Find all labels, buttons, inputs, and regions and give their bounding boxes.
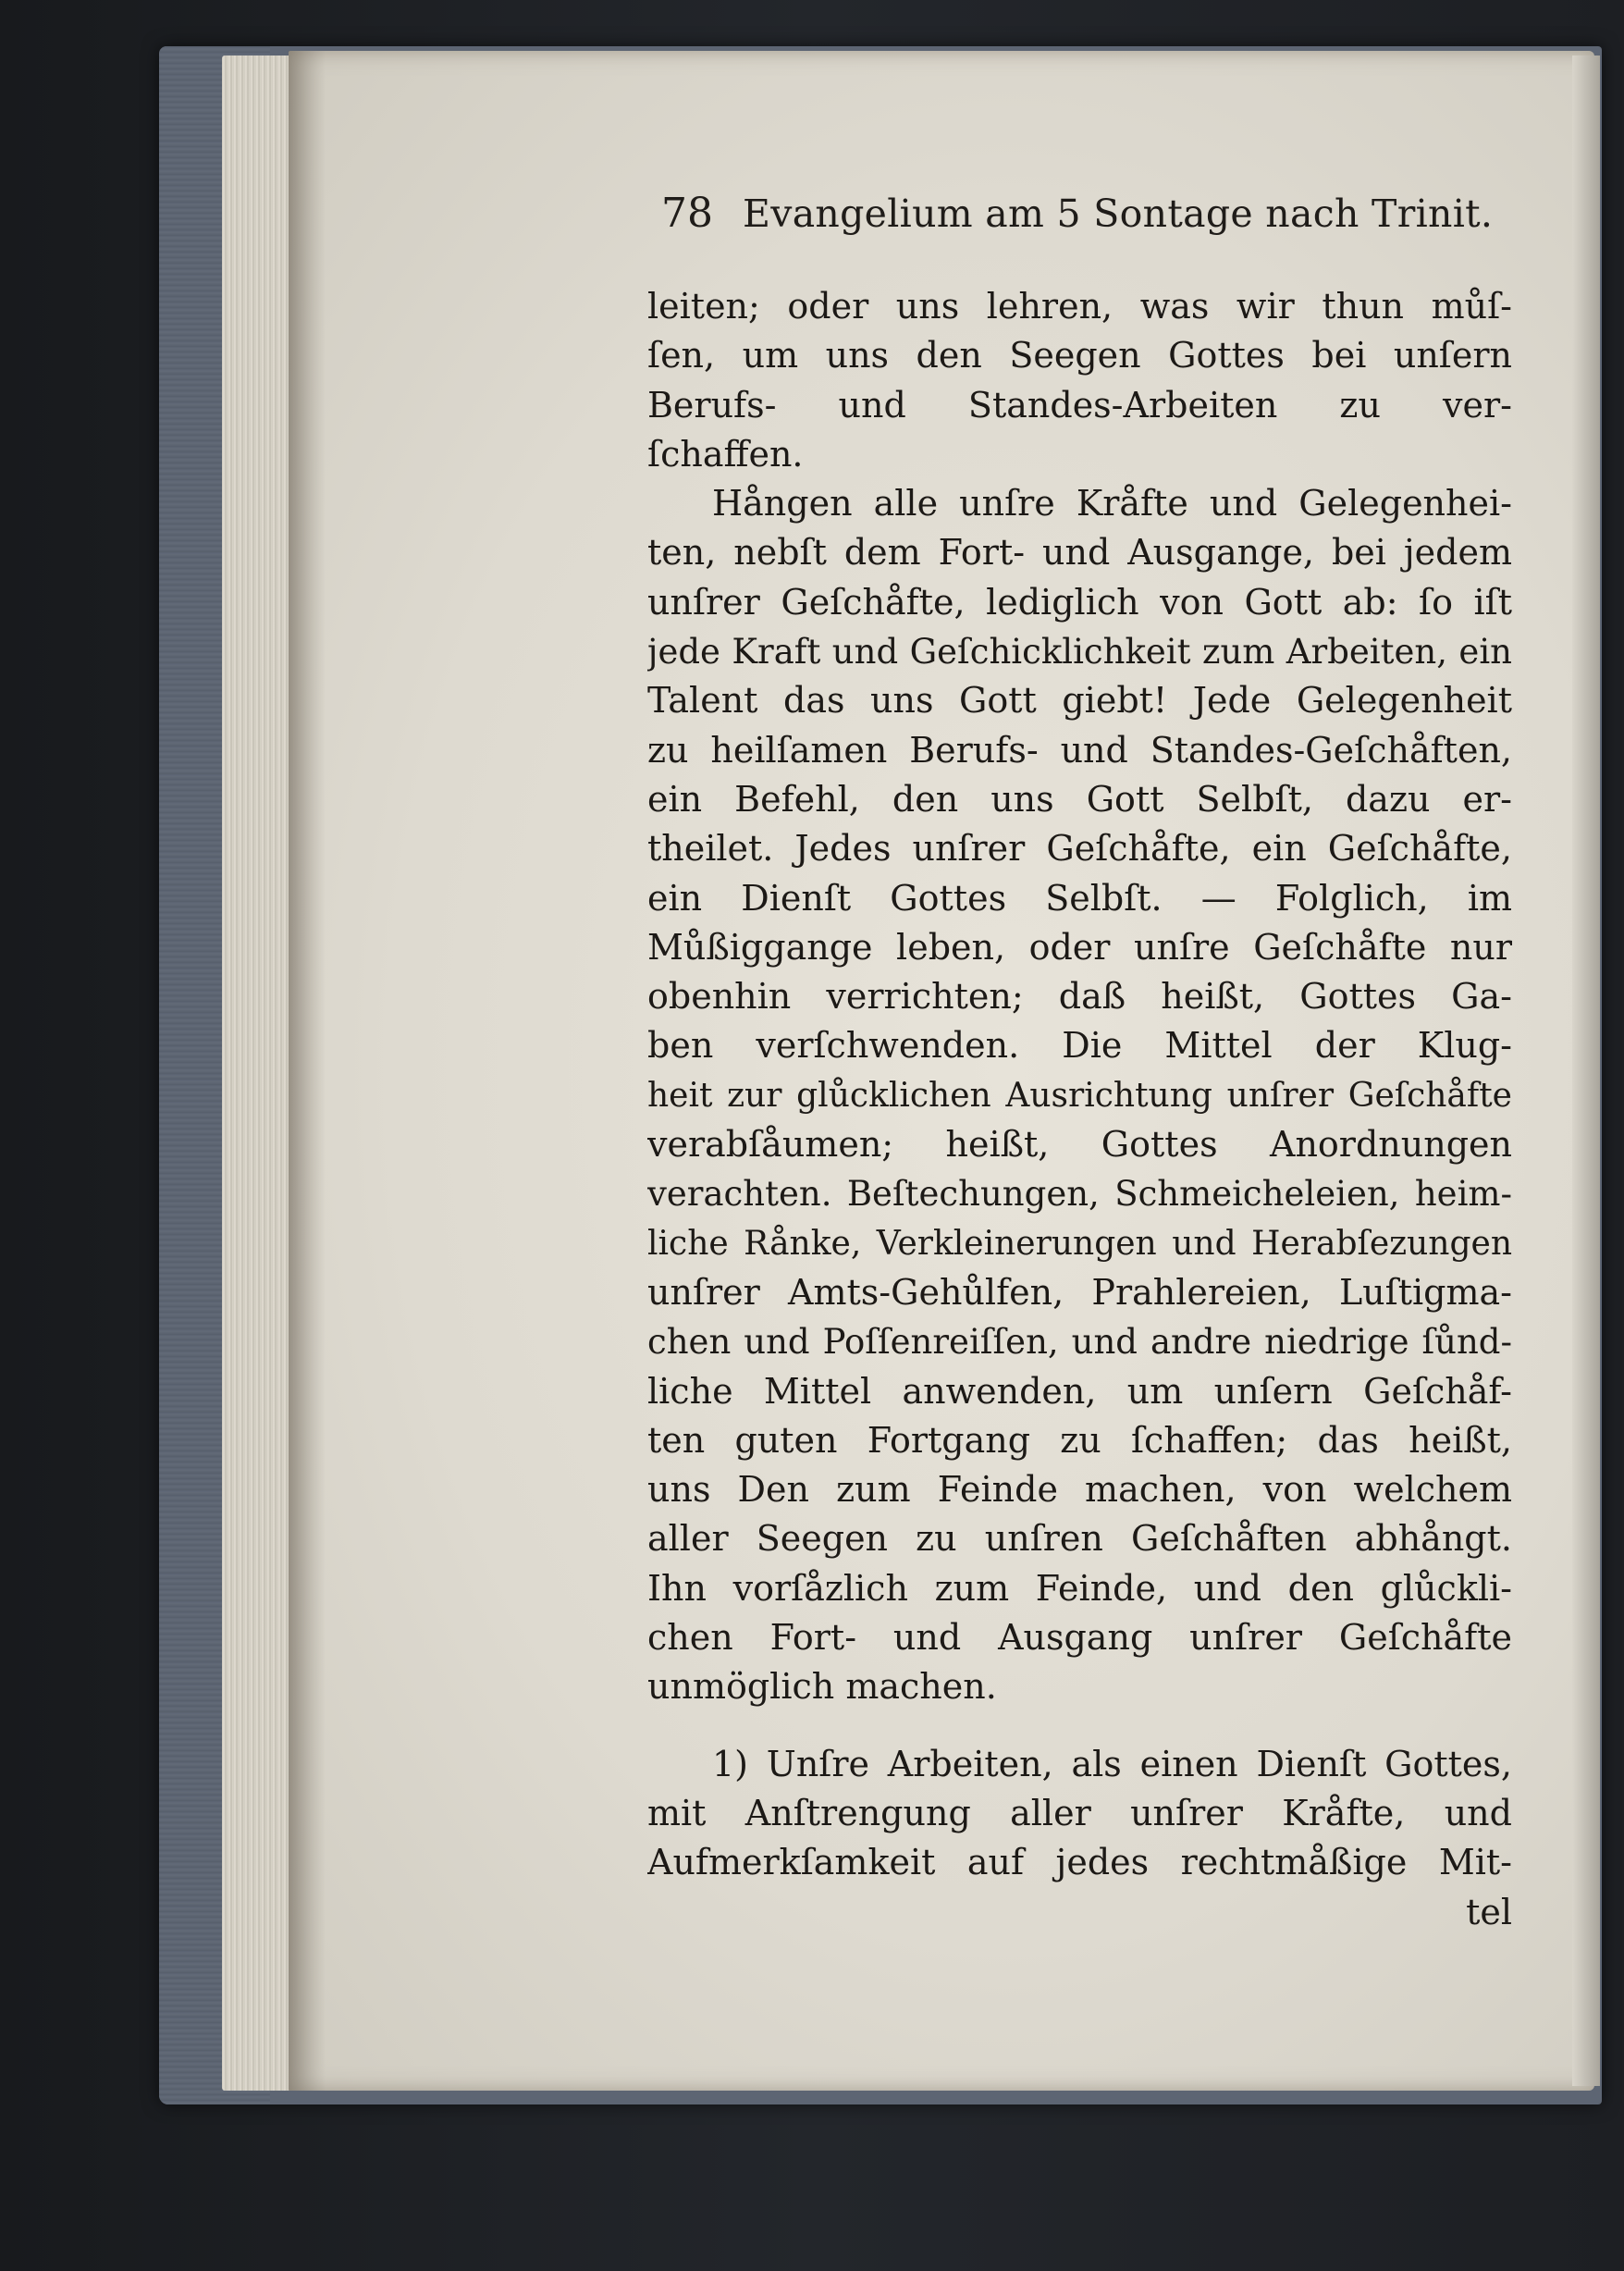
text-line: unſrer Geſchåfte, lediglich von Gott ab: ſo iſt bbox=[647, 581, 1512, 623]
text-line: mit Anſtrengung aller unſrer Kråfte, und bbox=[647, 1792, 1512, 1833]
section-first-line: 1) Unſre Arbeiten, als einen Dienſt Gottes, bbox=[712, 1743, 1512, 1784]
text-line: leiten; oder uns lehren, was wir thun můſ- bbox=[647, 286, 1512, 327]
text-line: Berufs- und Standes-Arbeiten zu ver- bbox=[647, 384, 1512, 426]
text-line: Ihn vorſåzlich zum Feinde, und den glůckli- bbox=[647, 1567, 1512, 1609]
text-line: liche Mittel anwenden, um unſern Geſchåf- bbox=[647, 1370, 1512, 1412]
text-line: Aufmerkſamkeit auf jedes rechtmåßige Mit- bbox=[647, 1842, 1512, 1883]
text-line: verachten. Beſtechungen, Schmeicheleien, heim- bbox=[647, 1174, 1512, 1215]
body-text bbox=[647, 282, 1512, 1937]
text-line: jede Kraft und Geſchicklichkeit zum Arbeiten, ein bbox=[647, 632, 1512, 673]
text-line: zu heilſamen Berufs- und Standes-Geſchåften, bbox=[647, 729, 1512, 771]
text-line: Můßiggange leben, oder unſre Geſchåfte nur bbox=[647, 926, 1512, 968]
text-line: ein Dienſt Gottes Selbſt. — Folglich, im bbox=[647, 877, 1512, 919]
text-line: theilet. Jedes unſrer Geſchåfte, ein Geſchåfte, bbox=[647, 828, 1512, 870]
paragraph-gap bbox=[647, 1712, 1512, 1740]
running-title: Evangelium am 5 Sontage nach Trinit. bbox=[743, 191, 1494, 236]
text-line: uns Den zum Feinde machen, von welchem bbox=[647, 1469, 1512, 1511]
paragraph-first-line: Hången alle unſre Kråfte und Gelegenhei- bbox=[712, 483, 1512, 525]
text-line: unmöglich machen. bbox=[647, 1666, 997, 1708]
running-header bbox=[661, 190, 1512, 254]
text-line: ten guten Fortgang zu ſchaffen; das heißt, bbox=[647, 1419, 1512, 1461]
catchword: tel bbox=[1466, 1891, 1512, 1932]
text-line: chen und Poſſenreiſſen, und andre niedrige ſůnd- bbox=[647, 1322, 1512, 1363]
text-line: verabſåumen; heißt, Gottes Anordnungen bbox=[647, 1124, 1512, 1166]
text-line: ſen, um uns den Seegen Gottes bei unſern bbox=[647, 335, 1512, 376]
text-line: ein Befehl, den uns Gott Selbſt, dazu er- bbox=[647, 778, 1512, 820]
text-line: Talent das uns Gott giebt! Jede Gelegenheit bbox=[647, 680, 1512, 722]
text-line: heit zur glůcklichen Ausrichtung unſrer Geſchåfte bbox=[647, 1076, 1512, 1115]
text-line: ben verſchwenden. Die Mittel der Klug- bbox=[647, 1025, 1512, 1067]
page-number: 78 bbox=[661, 190, 713, 237]
text-line: ten, nebſt dem Fort- und Ausgange, bei jedem bbox=[647, 532, 1512, 574]
text-line: ſchaffen. bbox=[647, 433, 804, 475]
text-line: chen Fort- und Ausgang unſrer Geſchåfte bbox=[647, 1617, 1512, 1659]
text-line: unſrer Amts-Gehůlfen, Prahlereien, Luſtigma- bbox=[647, 1271, 1512, 1313]
text-line: aller Seegen zu unſren Geſchåften abhångt. bbox=[647, 1518, 1512, 1560]
page-fore-edge bbox=[1572, 56, 1600, 2086]
text-line: obenhin verrichten; daß heißt, Gottes Ga- bbox=[647, 976, 1512, 1018]
text-line: liche Rånke, Verkleinerungen und Herabſezungen bbox=[647, 1224, 1512, 1263]
gutter-shadow bbox=[289, 51, 326, 2091]
